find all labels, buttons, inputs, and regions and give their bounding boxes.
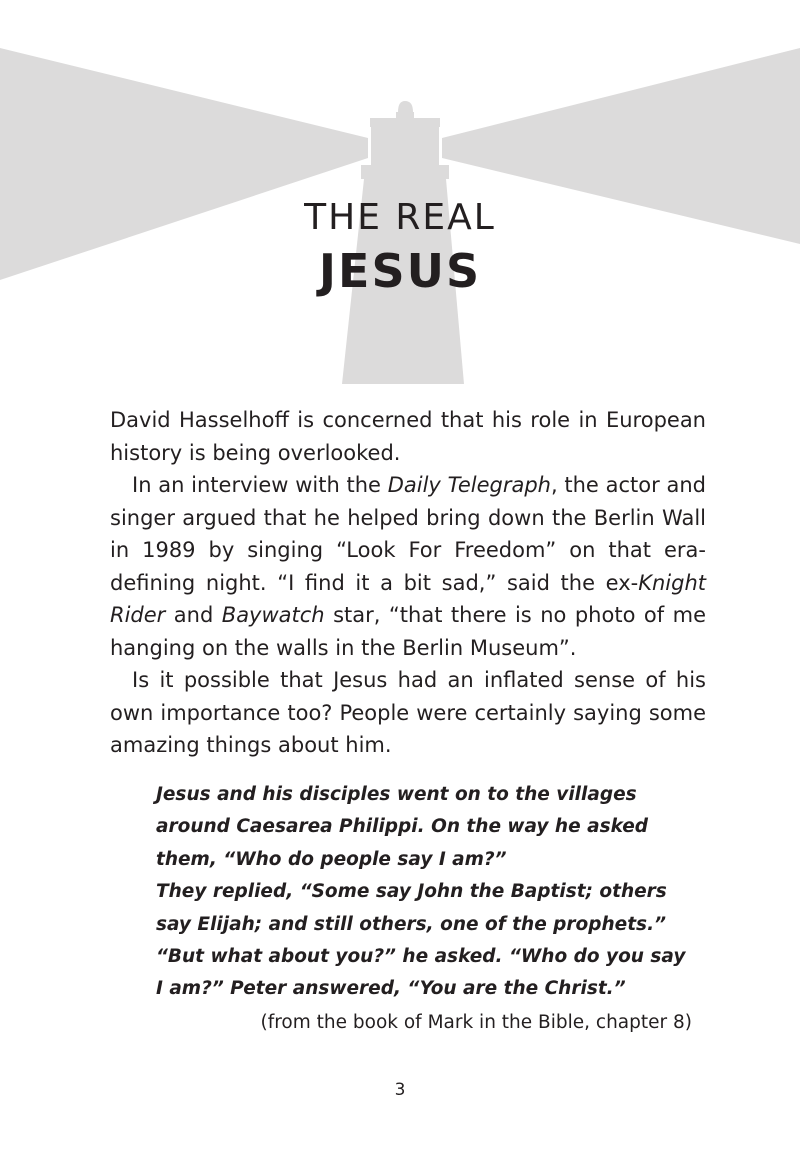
- scripture-quote: [156, 779, 696, 1006]
- page-title: [0, 196, 800, 298]
- show-title: Baywatch: [221, 603, 325, 627]
- body-text: [110, 404, 706, 762]
- title-line-1: THE REAL: [304, 197, 496, 238]
- newspaper-title: Daily Telegraph: [387, 473, 551, 497]
- lighthouse-top: [398, 101, 413, 112]
- paragraph-2-text: and: [165, 603, 222, 627]
- page-number: 3: [394, 1080, 406, 1100]
- quote-line: They replied, “Some say John the Baptist; others say Elijah; and still others, one of the prophets.”: [156, 881, 667, 935]
- paragraph-3: Is it possible that Jesus had an inflated sense of his own importance too? People were certainly saying some amazing things about him.: [110, 668, 706, 757]
- title-line-2: JESUS: [318, 244, 482, 298]
- quote-line: “But what about you?” he asked. “Who do you say I am?” Peter answered, “You are the Christ.”: [156, 946, 686, 1000]
- show-title: Knight Rider: [110, 570, 706, 627]
- paragraph-2-text: In an interview with the: [132, 473, 388, 497]
- quote-line: Jesus and his disciples went on to the villages around Caesarea Philippi. On the way he asked them, “Who do people say I am?”: [156, 784, 649, 870]
- paragraph-1: David Hasselhoff is concerned that his role in European history is being overlooked.: [110, 408, 706, 465]
- quote-citation: (from the book of Mark in the Bible, chapter 8): [260, 1012, 692, 1033]
- paragraph-2-text: , the actor and singer argued that he helped bring down the Berlin Wall in 1989 by singing “Look For Freedom” on that era-defining night. “I find it a bit sad,” said the ex-: [110, 473, 706, 595]
- paragraph-2: [110, 469, 706, 664]
- paragraph-2-text: star, “that there is no photo of me hanging on the walls in the Berlin Museum”.: [110, 603, 706, 660]
